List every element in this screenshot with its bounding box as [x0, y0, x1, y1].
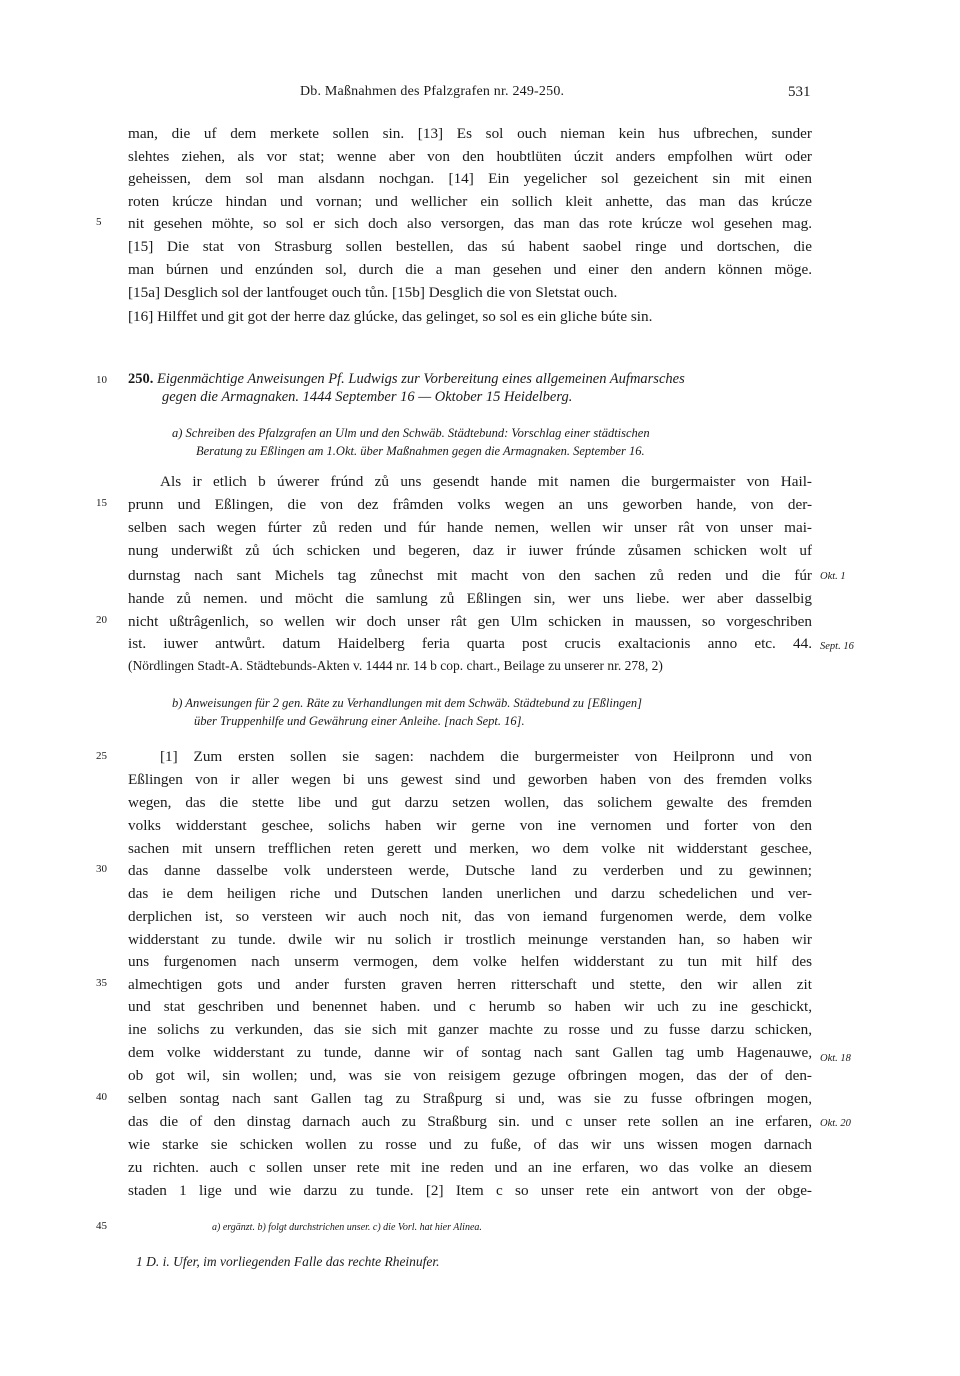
text-line: nicht ußtrâgenlich, so wellen wir doch unser rât gen Ulm schicken in maussen, so vorgeschriben [128, 613, 812, 630]
line-number: 40 [96, 1091, 107, 1103]
text-line: [15] Die stat von Strasburg sollen bestellen, das sú habent saobel ringe und dortschen, die [128, 238, 812, 255]
text-line: [16] Hilffet und git got der herre daz glúcke, das gelinget, so sol es ein gliche búte sin. [128, 308, 653, 325]
text-line: roten krúcze hindan und vornan; und wellicher ein sollich kleit anhette, das man das krúcze [128, 193, 812, 210]
text-line: das ie dem heiligen riche und Dutschen landen unerlichen und darzu schedelichen und ver- [128, 885, 812, 902]
text-line: das danne dasselbe volk understeen werde, Dutsche land zu verderben und zu gewinnen; [128, 862, 812, 879]
document-number: 250. [128, 371, 154, 387]
text-line: das die of den dinstag darnach auch zu Straßburg sin. und c unser rete sollen an ine erfaren, [128, 1113, 812, 1130]
line-number: 45 [96, 1220, 107, 1232]
line-number: 30 [96, 863, 107, 875]
document-title [128, 370, 812, 389]
text-line: widderstant zu tunde. dwile wir nu solich ir trostlich meinunge verstanden han, so haben wir [128, 931, 812, 948]
text-line: almechtigen gots und ander fursten graven herren ritterschaft und stette, den wir allen zit [128, 976, 812, 993]
margin-note: Okt. 18 [820, 1053, 851, 1064]
line-number: 25 [96, 750, 107, 762]
document-title-line1: Eigenmächtige Anweisungen Pf. Ludwigs zur Vorbereitung eines allgemeinen Aufmarsches [157, 371, 685, 387]
page-number: 531 [788, 84, 811, 100]
text-line: durnstag nach sant Michels tag zůnechst mit macht von den sachen zů reden und die fúr [128, 567, 812, 584]
margin-note: Okt. 1 [820, 571, 846, 582]
section-a-heading-2: Beratung zu Eßlingen am 1.Okt. über Maßnahmen gegen die Armagnaken. September 16. [196, 444, 645, 458]
line-number: 10 [96, 374, 107, 386]
text-line: slehtes ziehen, als vor stat; wenne aber von den houbtlüten úczit anders empfolhen würt oder [128, 148, 812, 165]
text-line: [1] Zum ersten sollen sie sagen: nachdem die burgermeister von Heilpronn und von [160, 748, 812, 765]
text-line: ine solichs zu verkunden, das sie sich mit ganzer machte zu rosse und zu fusse darzu schicken, [128, 1021, 812, 1038]
text-line: staden 1 lige und wie darzu zu tunde. [2] Item c so unser rete ein antwort von der obge- [128, 1182, 812, 1199]
margin-note: Okt. 20 [820, 1118, 851, 1129]
text-line: wie starke sie schicken wollen zu rosse und zu fuße, of das wir uns wissen mogen darnach [128, 1136, 812, 1153]
line-number: 15 [96, 497, 107, 509]
text-line: volks widderstant geschee, solichs haben wir gerne von ine vernomen und forter von den [128, 817, 812, 834]
text-line: hande zů nemen. und möcht die samlung zů Eßlingen sin, wer uns liebe. wer aber dasselbig [128, 590, 812, 607]
text-line: [15a] Desglich sol der lantfouget ouch tůn. [15b] Desglich die von Sletstat ouch. [128, 284, 618, 301]
text-line: selben sach wegen fúrter zů reden und fúr hande nemen, wellen wir unser rât von unser mai- [128, 519, 812, 536]
document-title-line2: gegen die Armagnaken. 1444 September 16 — Oktober 15 Heidelberg. [162, 389, 573, 405]
text-line: dem volke widderstant zu tunde, danne wir of sontag nach sant Gallen tag umb Hagenauwe, [128, 1044, 812, 1061]
text-line: sachen mit unsern trefflichen reten gerett und merken, wo dem volke nit widderstant geschee, [128, 840, 812, 857]
section-b-heading-2: über Truppenhilfe und Gewährung einer Anleihe. [nach Sept. 16]. [194, 714, 525, 728]
numbered-footnote: 1 D. i. Ufer, im vorliegenden Falle das rechte Rheinufer. [136, 1254, 440, 1269]
text-line: uns furgenomen nach unserm vermogen, dem volke helfen widderstant zu tun mit hilf des [128, 953, 812, 970]
line-number: 35 [96, 977, 107, 989]
line-number: 20 [96, 614, 107, 626]
text-line: Als ir etlich b úwerer frúnd zů uns gesendt hande mit namen die burgermaister von Hail- [160, 473, 812, 490]
textual-footnotes: a) ergänzt. b) folgt durchstrichen unser. c) die Vorl. hat hier Alinea. [212, 1222, 482, 1233]
margin-note: Sept. 16 [820, 641, 854, 652]
text-line: geheissen, dem sol man alsdann nochgan. [14] Ein yegelicher sol gezeichent sin mit einen [128, 170, 812, 187]
text-line: selben sontag nach sant Gallen tag zu Straßpurg si und, was sie zu fusse ofbringen mogen, [128, 1090, 812, 1107]
text-line: wegen, das die stette libe und gut darzu setzen wollen, das solichem gewalte des fremden [128, 794, 812, 811]
text-line: ist. iuwer antwůrt. datum Haidelberg feria quarta post crucis exaltacionis anno etc. 44. [128, 635, 812, 652]
text-line: Eßlingen von ir aller wegen bi uns gewest sind und geworben haben von des fremden volks [128, 771, 812, 788]
text-line: derplichen ist, so versteen wir auch noch nit, das von iemand furgenomen werde, dem volke [128, 908, 812, 925]
section-a-heading: a) Schreiben des Pfalzgrafen an Ulm und den Schwäb. Städtebund: Vorschlag einer städtischen [172, 426, 650, 440]
text-line: zu richten. auch c sollen unser rete mit ine reden und an ine erfaren, wo das volke an diesem [128, 1159, 812, 1176]
text-line: nung underwißt zů úch schicken und begeren, daz ir iuwer frúnde zůsamen schicken wolt uf [128, 542, 812, 559]
text-line: nit gesehen möhte, so sol er sich doch also versorgen, das man das rote krúcze wol gesehen mag. [128, 215, 812, 232]
section-b-heading: b) Anweisungen für 2 gen. Räte zu Verhandlungen mit dem Schwäb. Städtebund zu [Eßlingen] [172, 696, 642, 710]
text-line: man, die uf dem merkete sollen sin. [13] Es sol ouch nieman kein hus ufbrechen, sunder [128, 125, 812, 142]
text-line: und stat geschriben und benennet haben. und c herumb so haben wir uch zu ine geschickt, [128, 998, 812, 1015]
running-header: Db. Maßnahmen des Pfalzgrafen nr. 249-250. [300, 84, 565, 99]
line-number: 5 [96, 216, 102, 228]
text-line: ob got wil, sin wollen; und, was sie von reisigem gezuge ofbringen mogen, das der of den- [128, 1067, 812, 1084]
source-citation: (Nördlingen Stadt-A. Städtebunds-Akten v. 1444 nr. 14 b cop. chart., Beilage zu unserer nr. 278, 2) [128, 658, 663, 673]
text-line: prunn und Eßlingen, die von dez frâmden volks wegen an uns geworben hande, von der- [128, 496, 812, 513]
text-line: man búrnen und enzúnden sol, durch die a man gesehen und einer den andern können möge. [128, 261, 812, 278]
